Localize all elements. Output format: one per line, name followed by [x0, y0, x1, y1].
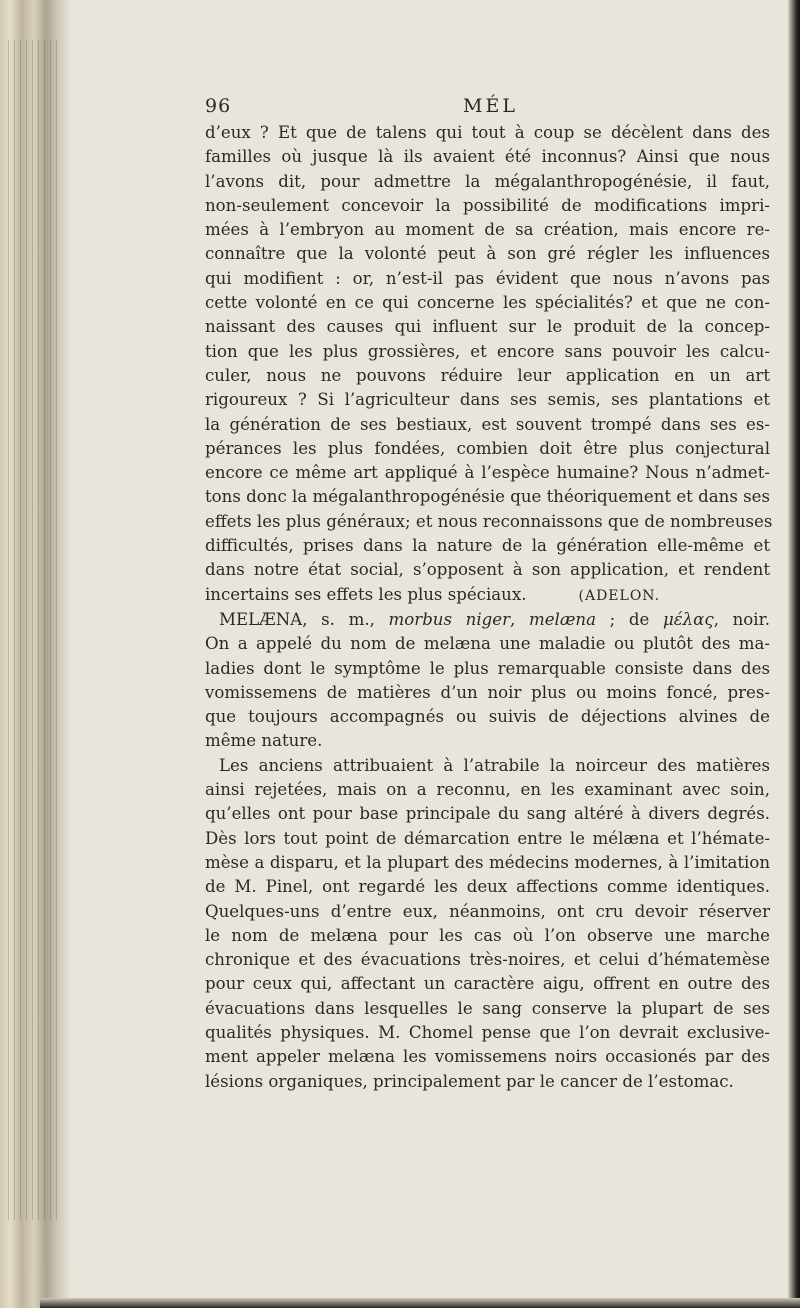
text-line: tons donc la mégalanthropogénésie que théoriquement et dans ses	[205, 487, 770, 507]
paragraph-definition	[205, 632, 770, 729]
text-line: dans notre état social, s’opposent à son application, et rendent	[205, 560, 770, 580]
text-line: encore ce même art appliqué à l’espèce humaine? Nous n’admet-	[205, 463, 770, 483]
text-line: la génération de ses bestiaux, est souvent trompé dans ses es-	[205, 414, 770, 434]
paragraph-last-line: incertains ses effets les plus spéciaux. (ADELON.	[205, 584, 661, 604]
history-last-line: lésions organiques, principalement par le cancer de l’estomac.	[205, 1071, 734, 1091]
author-signature: (ADELON.	[578, 587, 661, 604]
greek-etymology: μέλας	[662, 609, 714, 629]
binding-texture	[8, 40, 60, 1220]
text-line: rigoureux ? Si l’agriculteur dans ses semis, ses plantations et	[205, 390, 770, 410]
entry-headword: MELÆNA	[219, 609, 303, 629]
text-line: pérances les plus fondées, combien doit être plus conjectural	[205, 438, 770, 458]
text-line: tion que les plus grossières, et encore sans pouvoir les calcu-	[205, 341, 770, 361]
text-line: vomissemens de matières d’un noir plus ou moins foncé, pres-	[205, 682, 770, 702]
text-line: familles où jusque là ils avaient été inconnus? Ainsi que nous	[205, 147, 770, 167]
text-line: naissant des causes qui influent sur le produit de la concep-	[205, 317, 770, 337]
book-binding	[0, 0, 70, 1308]
definition-last-line: même nature.	[205, 731, 323, 751]
text-line: Dès lors tout point de démarcation entre le mélæna et l’hémate-	[205, 828, 770, 848]
paragraph-history	[205, 754, 770, 1070]
body-text	[205, 121, 773, 1094]
text-line: difficultés, prises dans la nature de la génération elle-même et	[205, 536, 770, 556]
text-line: ment appeler melæna les vomissemens noirs occasionés par des	[205, 1047, 770, 1067]
text-line: pour ceux qui, affectant un caractère aigu, offrent en outre des	[205, 974, 770, 994]
page-edge-right	[788, 0, 800, 1308]
entry-heading: MELÆNA, s. m., morbus niger, melæna ; de μέλας, noir.	[219, 609, 770, 629]
text-line: Quelques-uns d’entre eux, néanmoins, ont cru devoir réserver	[205, 901, 770, 921]
text-line: On a appelé du nom de melæna une maladie ou plutôt des ma-	[205, 634, 770, 654]
text-line: mèse a disparu, et la plupart des médecins modernes, à l’imitation	[205, 852, 770, 872]
text-line: l’avons dit, pour admettre la mégalanthropogénésie, il faut,	[205, 171, 770, 191]
text-line: culer, nous ne pouvons réduire leur application en un art	[205, 365, 770, 385]
book-page	[205, 95, 773, 1094]
text-line: chronique et des évacuations très-noires, et celui d’hématemèse	[205, 950, 770, 970]
page-number: 96	[205, 95, 232, 117]
text-line: que toujours accompagnés ou suivis de déjections alvines de	[205, 707, 770, 727]
paragraph-mégalanthropogénésie	[205, 121, 773, 583]
text-line: effets les plus généraux; et nous reconnaissons que de nombreuses	[205, 511, 773, 531]
latin-term-melaena: melæna	[528, 609, 596, 629]
text-line: ladies dont le symptôme le plus remarquable consiste dans des	[205, 658, 770, 678]
page-edge-bottom	[40, 1298, 800, 1308]
text-line: qu’elles ont pour base principale du sang altéré à divers degrés.	[205, 804, 770, 824]
text-line: mées à l’embryon au moment de sa création, mais encore re-	[205, 220, 770, 240]
text-line: le nom de melæna pour les cas où l’on observe une marche	[205, 925, 770, 945]
text-line: qualités physiques. M. Chomel pense que l’on devrait exclusive-	[205, 1022, 770, 1042]
text-line: cette volonté en ce qui concerne les spécialités? et que ne con-	[205, 293, 770, 313]
page-header	[205, 95, 770, 121]
text-line: de M. Pinel, ont regardé les deux affections comme identiques.	[205, 877, 770, 897]
text-line: d’eux ? Et que de talens qui tout à coup se décèlent dans des	[205, 123, 770, 142]
text-line: ainsi rejetées, mais on a reconnu, en les examinant avec soin,	[205, 780, 770, 800]
text-line: connaître que la volonté peut à son gré régler les influences	[205, 244, 770, 264]
running-head: MÉL	[463, 95, 518, 117]
text-line: évacuations dans lesquelles le sang conserve la plupart de ses	[205, 998, 770, 1018]
latin-term: morbus niger	[388, 609, 511, 629]
text-line: Les anciens attribuaient à l’atrabile la noirceur des matières	[219, 755, 770, 775]
text-line: non-seulement concevoir la possibilité de modifications impri-	[205, 195, 770, 215]
text-line: qui modifient : or, n’est-il pas évident que nous n’avons pas	[205, 268, 770, 288]
